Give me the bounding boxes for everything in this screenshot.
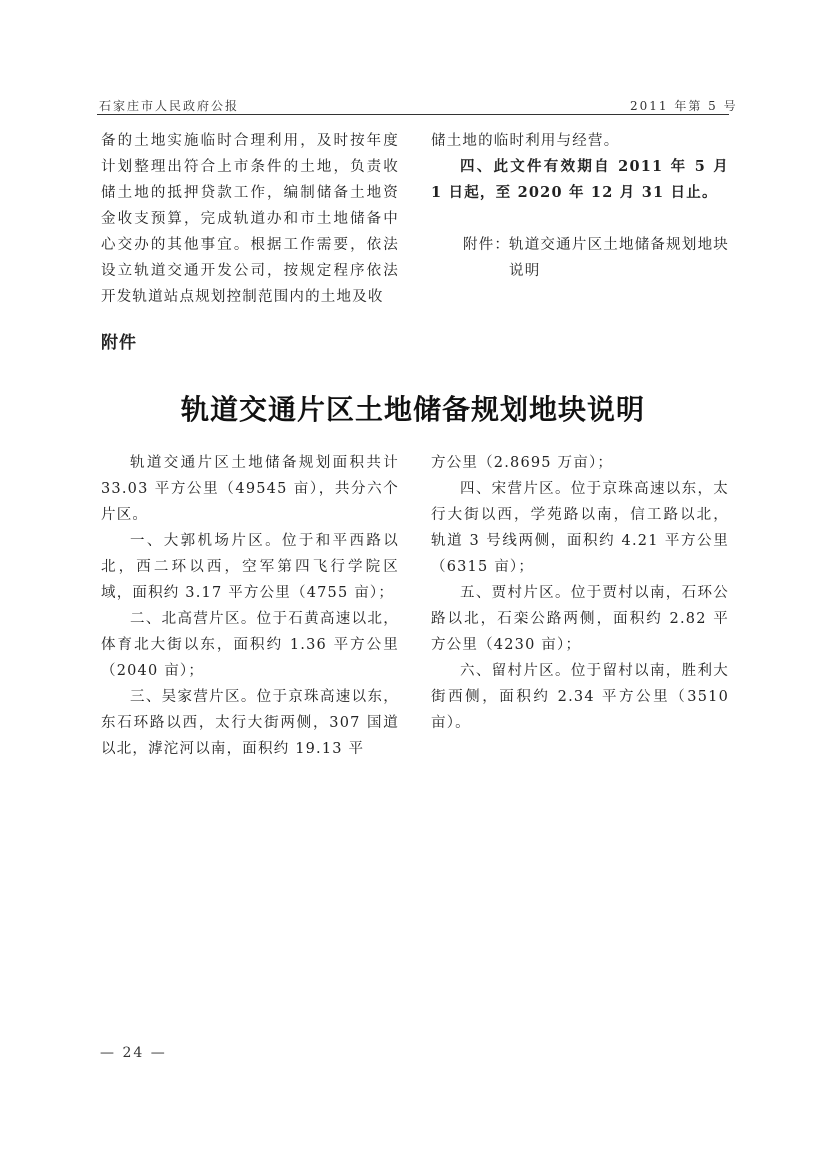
zone-6-paragraph: 六、留村片区。位于留村以南，胜利大街西侧，面积约 2.34 平方公里（3510 亩）。: [431, 663, 729, 731]
header-rule: [97, 114, 729, 115]
document-title: 轨道交通片区土地储备规划地块说明: [180, 393, 645, 426]
intro-paragraph: 轨道交通片区土地储备规划面积共计 33.03 平方公里（49545 亩），共分六个片区。: [101, 455, 399, 523]
validity-clause: 四、此文件有效期自 2011 年 5 月 1 日起，至 2020 年 12 月 31 日止。: [431, 158, 729, 201]
zone-3-paragraph: 三、吴家营片区。位于京珠高速以东，东石环路以西，太行大街两侧，307 国道以北，滹沱河以南，面积约 19.13 平: [101, 689, 399, 757]
zone-1-paragraph: 一、大郭机场片区。位于和平西路以北，西二环以西，空军第四飞行学院区域，面积约 3.17 平方公里（4755 亩）；: [101, 533, 399, 601]
top-right-column: [431, 128, 729, 284]
body-right-column: [431, 450, 729, 736]
page-number: — 24 —: [100, 1045, 167, 1061]
continued-paragraph: 备的土地实施临时合理利用，及时按年度计划整理出符合上市条件的土地，负责收储土地的抵押贷款工作，编制储备土地资金收支预算，完成轨道办和市土地储备中心交办的其他事宜。根据工作需要，依法设立轨道交通开发公司，按规定程序依法开发轨道站点规划控制范围内的土地及收: [101, 133, 399, 305]
top-left-column: [101, 128, 399, 310]
header-publication-title: 石家庄市人民政府公报: [99, 99, 240, 113]
body-left-column: [101, 450, 399, 762]
attachment-text: 轨道交通片区土地储备规划地块说明: [509, 237, 729, 279]
zone-5-paragraph: 五、贾村片区。位于贾村以南，石环公路以北，石栾公路两侧，面积约 2.82 平方公里（4230 亩）；: [431, 585, 729, 653]
continued-paragraph-end: 储土地的临时利用与经营。: [431, 133, 620, 149]
header-issue-number: 2011 年第 5 号: [630, 99, 738, 113]
zone-2-paragraph: 二、北高营片区。位于石黄高速以北，体育北大街以东，面积约 1.36 平方公里（2040 亩）；: [101, 611, 399, 679]
attachment-label: 附件：: [463, 237, 511, 253]
attachment-line: [431, 232, 729, 284]
annex-label: 附件: [101, 333, 137, 353]
zone-4-paragraph: 四、宋营片区。位于京珠高速以东，太行大街以西，学苑路以南，信工路以北，轨道 3 号线两侧，面积约 4.21 平方公里（6315 亩）；: [431, 481, 729, 575]
zone-3-paragraph-end: 方公里（2.8695 万亩）；: [431, 455, 614, 471]
